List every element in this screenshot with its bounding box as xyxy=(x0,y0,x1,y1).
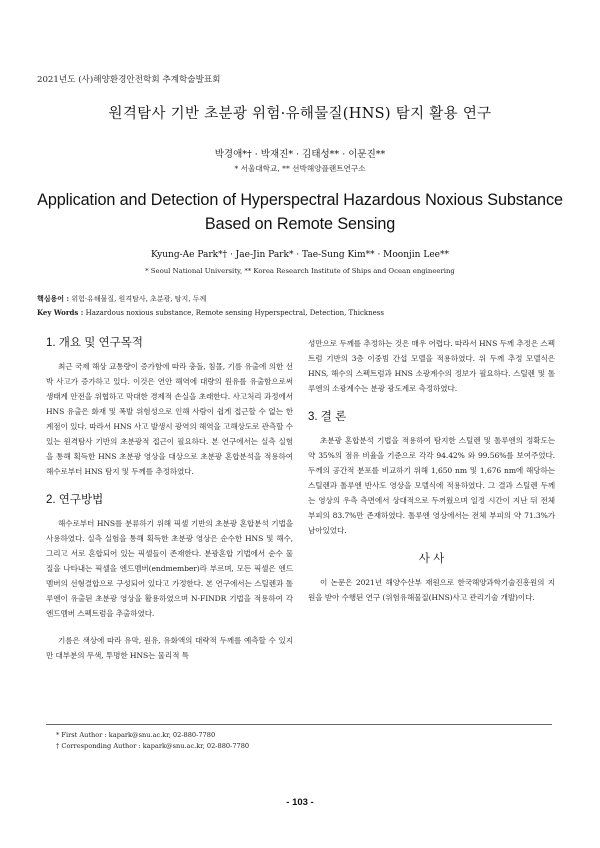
title-korean: 원격탐사 기반 초분광 위험·유해물질(HNS) 탐지 활용 연구 xyxy=(108,106,492,122)
keywords-korean: 위험·유해물질, 원격탐사, 초분광, 탐지, 두께 xyxy=(71,295,207,303)
keywords-block xyxy=(37,292,384,320)
footnote-divider xyxy=(46,724,552,725)
footnote-corresponding: † Corresponding Author : kapark@snu.ac.kr, 02-880-7780 xyxy=(56,742,250,750)
footnote-first-author: * First Author : kapark@snu.ac.kr, 02-880-7780 xyxy=(56,731,216,739)
methods-heading: 2. 연구방법 xyxy=(46,494,104,506)
results-paragraph: 초분광 혼합분석 기법을 적용하여 탐지한 스틸렌 및 톨루엔의 정확도는 약 35%의 점유 비율을 기준으로 각각 94.42% 와 99.56%를 보여주었다. 두께의 공간적 분포를 비교하기 위해 1,650 nm 및 1,676 nm에 해당하는 스틸렌과 톨루엔 반사도 영상을 모델식에 적용하였다. 그 결과 스틸렌 두께는 영상의 우측 측면에서 상대적으로 두꺼웠으며 일정 시간이 지난 뒤 전체 부피의 83.7%만 존재하였다. 톨루엔 영상에서는 전체 부피의 약 71.3%가 남아있었다. xyxy=(308,436,555,535)
affiliation-english: * Seoul National University, ** Korea Research Institute of Ships and Ocean engineering xyxy=(145,267,455,275)
keywords-english-label: Key Words : xyxy=(37,308,84,317)
intro-paragraph: 최근 국제 해상 교통량이 증가함에 따라 충돌, 침몰, 기름 유출에 의한 선박 사고가 증가하고 있다. 이것은 연안 해역에 대량의 원유를 유출함으로써 생태계 안전을 위협하고 막대한 경제적 손실을 초래한다. 사고처리 과정에서 HNS 유출은 화재 및 폭발 위험성으로 인해 사람이 쉽게 접근할 수 없는 한계점이 있다. 따라서 HNS 사고 발생시 광역의 해역을 고해상도로 관측할 수 있는 원격탐사 기반의 초분광적 접근이 필요하다. 본 연구에서는 실측 실험을 통해 획득한 HNS 초분광 영상을 대상으로 초분광 혼합분석을 적용하여 해수로부터 HNS 탐지 및 두께를 추정하였다. xyxy=(46,362,293,476)
results-heading: 3. 결 론 xyxy=(308,411,347,423)
methods-paragraph-1: 해수로부터 HNS를 분류하기 위해 픽셀 기반의 초분광 혼합분석 기법을 사용하였다. 실측 실험을 통해 획득한 초분광 영상은 순수한 HNS 및 해수, 그리고 서로 혼합되어 있는 픽셀들이 존재한다. 분광혼합 기법에서 순수 물질을 나타내는 픽셀을 엔드멤버(endmember)라 부르며, 모든 픽셀은 엔드멤버의 선형결합으로 구성되어 있다고 가정한다. 본 연구에서는 스틸렌과 톨루엔이 유출된 초분광 영상을 활용하였으며 N-FINDR 기법을 적용하여 각 엔드멤버 스펙트럼을 추출하였다. xyxy=(46,519,293,618)
authors-english: Kyung-Ae Park*† · Jae-Jin Park* · Tae-Sung Kim** · Moonjin Lee** xyxy=(151,250,449,260)
keywords-english-line xyxy=(37,306,384,320)
conference-header: 2021년도 (사)해양환경안전학회 추계학술발표회 xyxy=(37,75,221,85)
methods-paragraph-2-start: 기름은 색상에 따라 유막, 원유, 유화액의 대략적 두께를 예측할 수 있지만 대부분의 무색, 투명한 HNS는 물리적 특 xyxy=(46,636,293,660)
authors-korean: 박경애*† · 박재진* · 김태성** · 이문진** xyxy=(214,149,386,160)
right-column xyxy=(308,336,555,605)
page-number: - 103 - xyxy=(286,797,314,808)
methods-paragraph-2-continued: 성만으로 두께를 추정하는 것은 매우 어렵다. 따라서 HNS 두께 추정은 스펙트럼 기반의 3층 이중빔 간섭 모델을 적용하였다. 위 두께 추정 모델식은 HNS, 해수의 스펙트럼과 HNS 소광계수의 정보가 필요하다. 스틸렌 및 톨루엔의 소광계수는 분광 광도계로 측정하였다. xyxy=(308,339,555,393)
keywords-korean-label: 핵심용어 : xyxy=(37,294,70,303)
acknowledgement-heading: 사 사 xyxy=(418,553,445,565)
keywords-english: Hazardous noxious substance, Remote sensing Hyperspectral, Detection, Thickness xyxy=(85,309,384,317)
keywords-korean-line xyxy=(37,292,384,306)
left-column xyxy=(46,336,293,663)
affiliation-korean: * 서울대학교, ** 선박해양플랜트연구소 xyxy=(234,164,366,173)
footnotes xyxy=(56,730,249,752)
title-english: Application and Detection of Hyperspectral Hazardous Noxious Substance Based on Remote Sensing xyxy=(37,191,563,233)
acknowledgement-paragraph: 이 논문은 2021년 해양수산부 재원으로 한국해양과학기술진흥원의 지원을 받아 수행된 연구 (위험유해물질(HNS)사고 관리기술 개발)이다. xyxy=(308,578,555,602)
intro-heading: 1. 개요 및 연구목적 xyxy=(46,337,143,349)
